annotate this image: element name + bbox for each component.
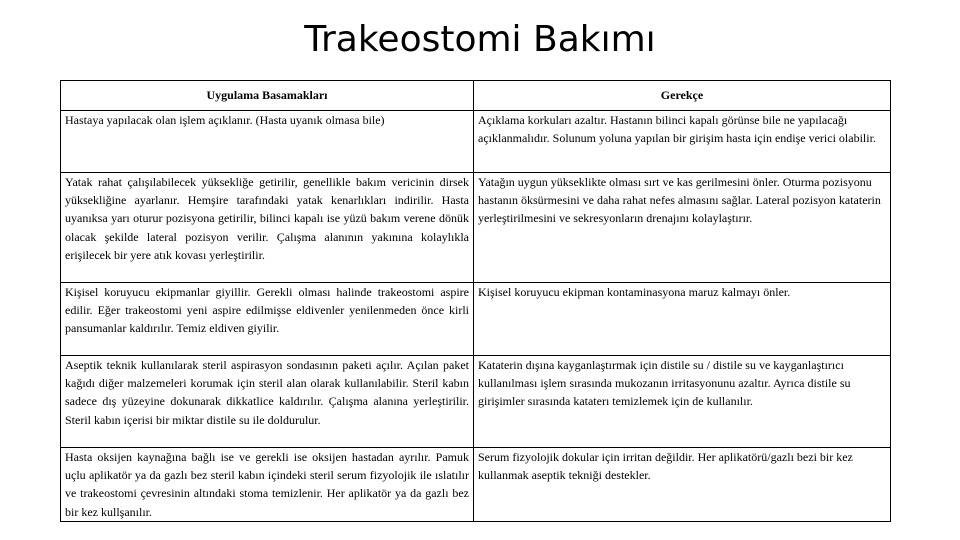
rationale-cell: Kataterin dışına kayganlaştırmak için distile su / distile su ve kayganlaştırıcı kullanılması işlem sırasında mukozanın irritasyonunu azaltır. Ayrıca distile su girişimler sırasında kataterı temizlemek için de kullanılır. — [474, 356, 891, 448]
step-cell: Kişisel koruyucu ekipmanlar giyillir. Gerekli olması halinde trakeostomi aspire edilir. Eğer trakeostomi yeni aspire edilmişse eldivenler yenilenmeden önce kirli pansumanlar kaldırılır. Temiz eldiven giyilir. — [61, 283, 474, 356]
rationale-cell: Kişisel koruyucu ekipman kontaminasyona maruz kalmayı önler. — [474, 283, 891, 356]
care-steps-table — [60, 80, 891, 522]
rationale-cell: Serum fizyolojik dokular için irritan değildir. Her aplikatörü/gazlı bezi bir kez kullanmak aseptik tekniği destekler. — [474, 448, 891, 522]
rationale-cell: Açıklama korkuları azaltır. Hastanın bilinci kapalı görünse bile ne yapılacağı açıklanmalıdır. Solunum yoluna yapılan bir girişim hasta için endişe verici olabilir. — [474, 111, 891, 173]
step-cell: Hastaya yapılacak olan işlem açıklanır. (Hasta uyanık olmasa bile) — [61, 111, 474, 173]
table-row — [61, 448, 891, 522]
column-header-rationale: Gerekçe — [474, 81, 891, 111]
table-row — [61, 173, 891, 283]
step-cell: Hasta oksijen kaynağına bağlı ise ve gerekli ise oksijen hastadan ayrılır. Pamuk uçlu aplikatör ya da gazlı bez steril kabın içindeki steril serum fizyolojik ile ıslatılır ve trakeostomi çevresinin altındaki stoma temizlenir. Her aplikatör ya da gazlı bez bir kez kullşanılır. — [61, 448, 474, 522]
page-title: Trakeostomi Bakımı — [304, 19, 656, 60]
table-header-row — [61, 81, 891, 111]
table-row — [61, 356, 891, 448]
rationale-cell: Yatağın uygun yükseklikte olması sırt ve kas gerilmesini önler. Oturma pozisyonu hastanın öksürmesini ve daha rahat nefes almasını sağlar. Lateral pozisyon kataterin yerleştirilmesini ve sekresyonların drenajını kolaylaştırır. — [474, 173, 891, 283]
step-cell: Yatak rahat çalışılabilecek yüksekliğe getirilir, genellikle bakım vericinin dirsek yüksekliğine ayarlanır. Hemşire tarafındaki yatak kenarlıkları indirilir. Hasta uyanıksa yarı oturur pozisyona getirilir, bilinci kapalı ise yüzü bakım verene dönük olacak şekilde lateral pozisyon verilir. Çalışma alanının yakınına kolaylıkla erişilecek bir yere atık kovası yerleştirilir. — [61, 173, 474, 283]
step-cell: Aseptik teknik kullanılarak steril aspirasyon sondasının paketi açılır. Açılan paket kağıdı diğer malzemeleri korumak için steril alan olarak kullanılabilir. Steril kabın sadece dış yüzeyine dokunarak dikkatlice kaldırılır. Çalışma alanına yerleştirilir. Steril kabın içerisi bir miktar distile su ile doldurulur. — [61, 356, 474, 448]
column-header-steps: Uygulama Basamakları — [61, 81, 474, 111]
table-row — [61, 111, 891, 173]
table-row — [61, 283, 891, 356]
